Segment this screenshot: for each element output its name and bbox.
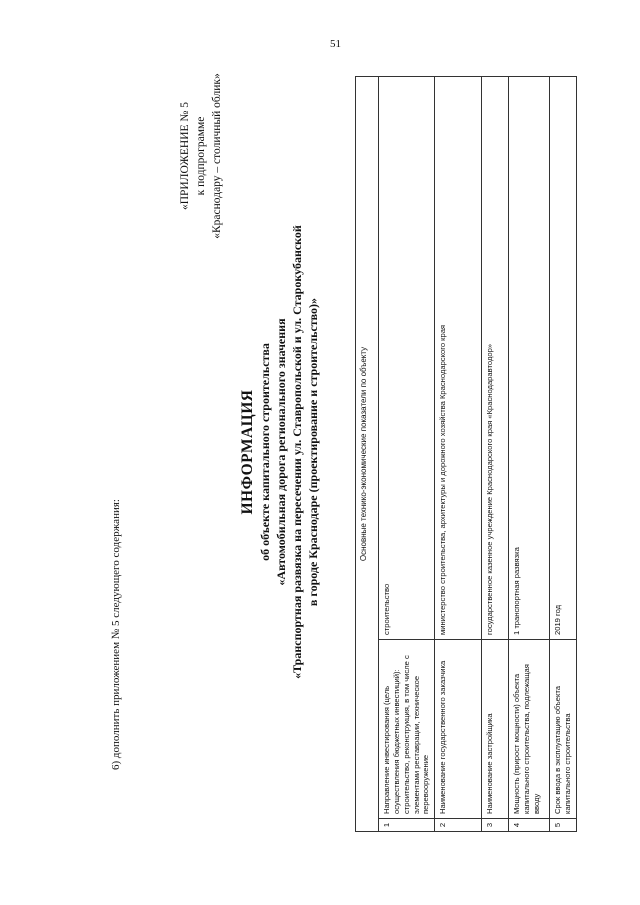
appendix-heading — [178, 46, 226, 266]
table-header-row — [356, 77, 379, 832]
row-number: 5 — [550, 819, 577, 832]
rotated-page-content — [90, 42, 630, 862]
intro-text: 6) дополнить приложением № 5 следующего содержания: — [110, 499, 122, 770]
table-header: Основные технико-экономические показатели по объекту — [356, 77, 379, 832]
appendix-line-2: к подпрограмме — [194, 116, 207, 196]
page-number: 51 — [330, 38, 341, 50]
row-number: 3 — [482, 819, 509, 832]
table-row — [435, 77, 482, 832]
title-line-4: «Транспортная развязка на пересечении ул. Ставропольской и ул. Старокубанской — [290, 225, 305, 679]
row-value: строительство — [379, 77, 435, 640]
row-number: 1 — [379, 819, 435, 832]
row-label: Наименование государственного заказчика — [435, 640, 482, 819]
title-line-2: об объекте капитального строительства — [258, 343, 273, 561]
row-value: 1 транспортная развязка — [509, 77, 550, 640]
table-row — [482, 77, 509, 832]
appendix-line-3: «Краснодару – столичный облик» — [210, 73, 223, 239]
table-row — [379, 77, 435, 832]
row-label: Мощность (прирост мощности) объекта капитального строительства, подлежащая вводу — [509, 640, 550, 819]
row-label: Срок ввода в эксплуатацию объекта капитального строительства — [550, 640, 577, 819]
title-line-1: ИНФОРМАЦИЯ — [239, 389, 256, 515]
indicators-table — [355, 76, 577, 832]
row-value: 2019 год — [550, 77, 577, 640]
row-number: 2 — [435, 819, 482, 832]
title-line-3: «Автомобильная дорога регионального значения — [274, 318, 289, 586]
row-value: министерство строительства, архитектуры и дорожного хозяйства Краснодарского края — [435, 77, 482, 640]
title-line-5: в городе Краснодаре (проектирование и строительство)» — [305, 297, 320, 607]
row-number: 4 — [509, 819, 550, 832]
appendix-line-1: «ПРИЛОЖЕНИЕ № 5 — [179, 102, 191, 211]
table-row — [550, 77, 577, 832]
table-row — [509, 77, 550, 832]
row-value: государственное казенное учреждение Краснодарского края «Краснодаравтодор» — [482, 77, 509, 640]
document-title — [238, 82, 322, 822]
row-label: Направление инвестирования (цель осуществления бюджетных инвестиций): строительство, реконструкция, в том числе с элементами реставрации, техническое перевооружение — [379, 640, 435, 819]
row-label: Наименование застройщика — [482, 640, 509, 819]
